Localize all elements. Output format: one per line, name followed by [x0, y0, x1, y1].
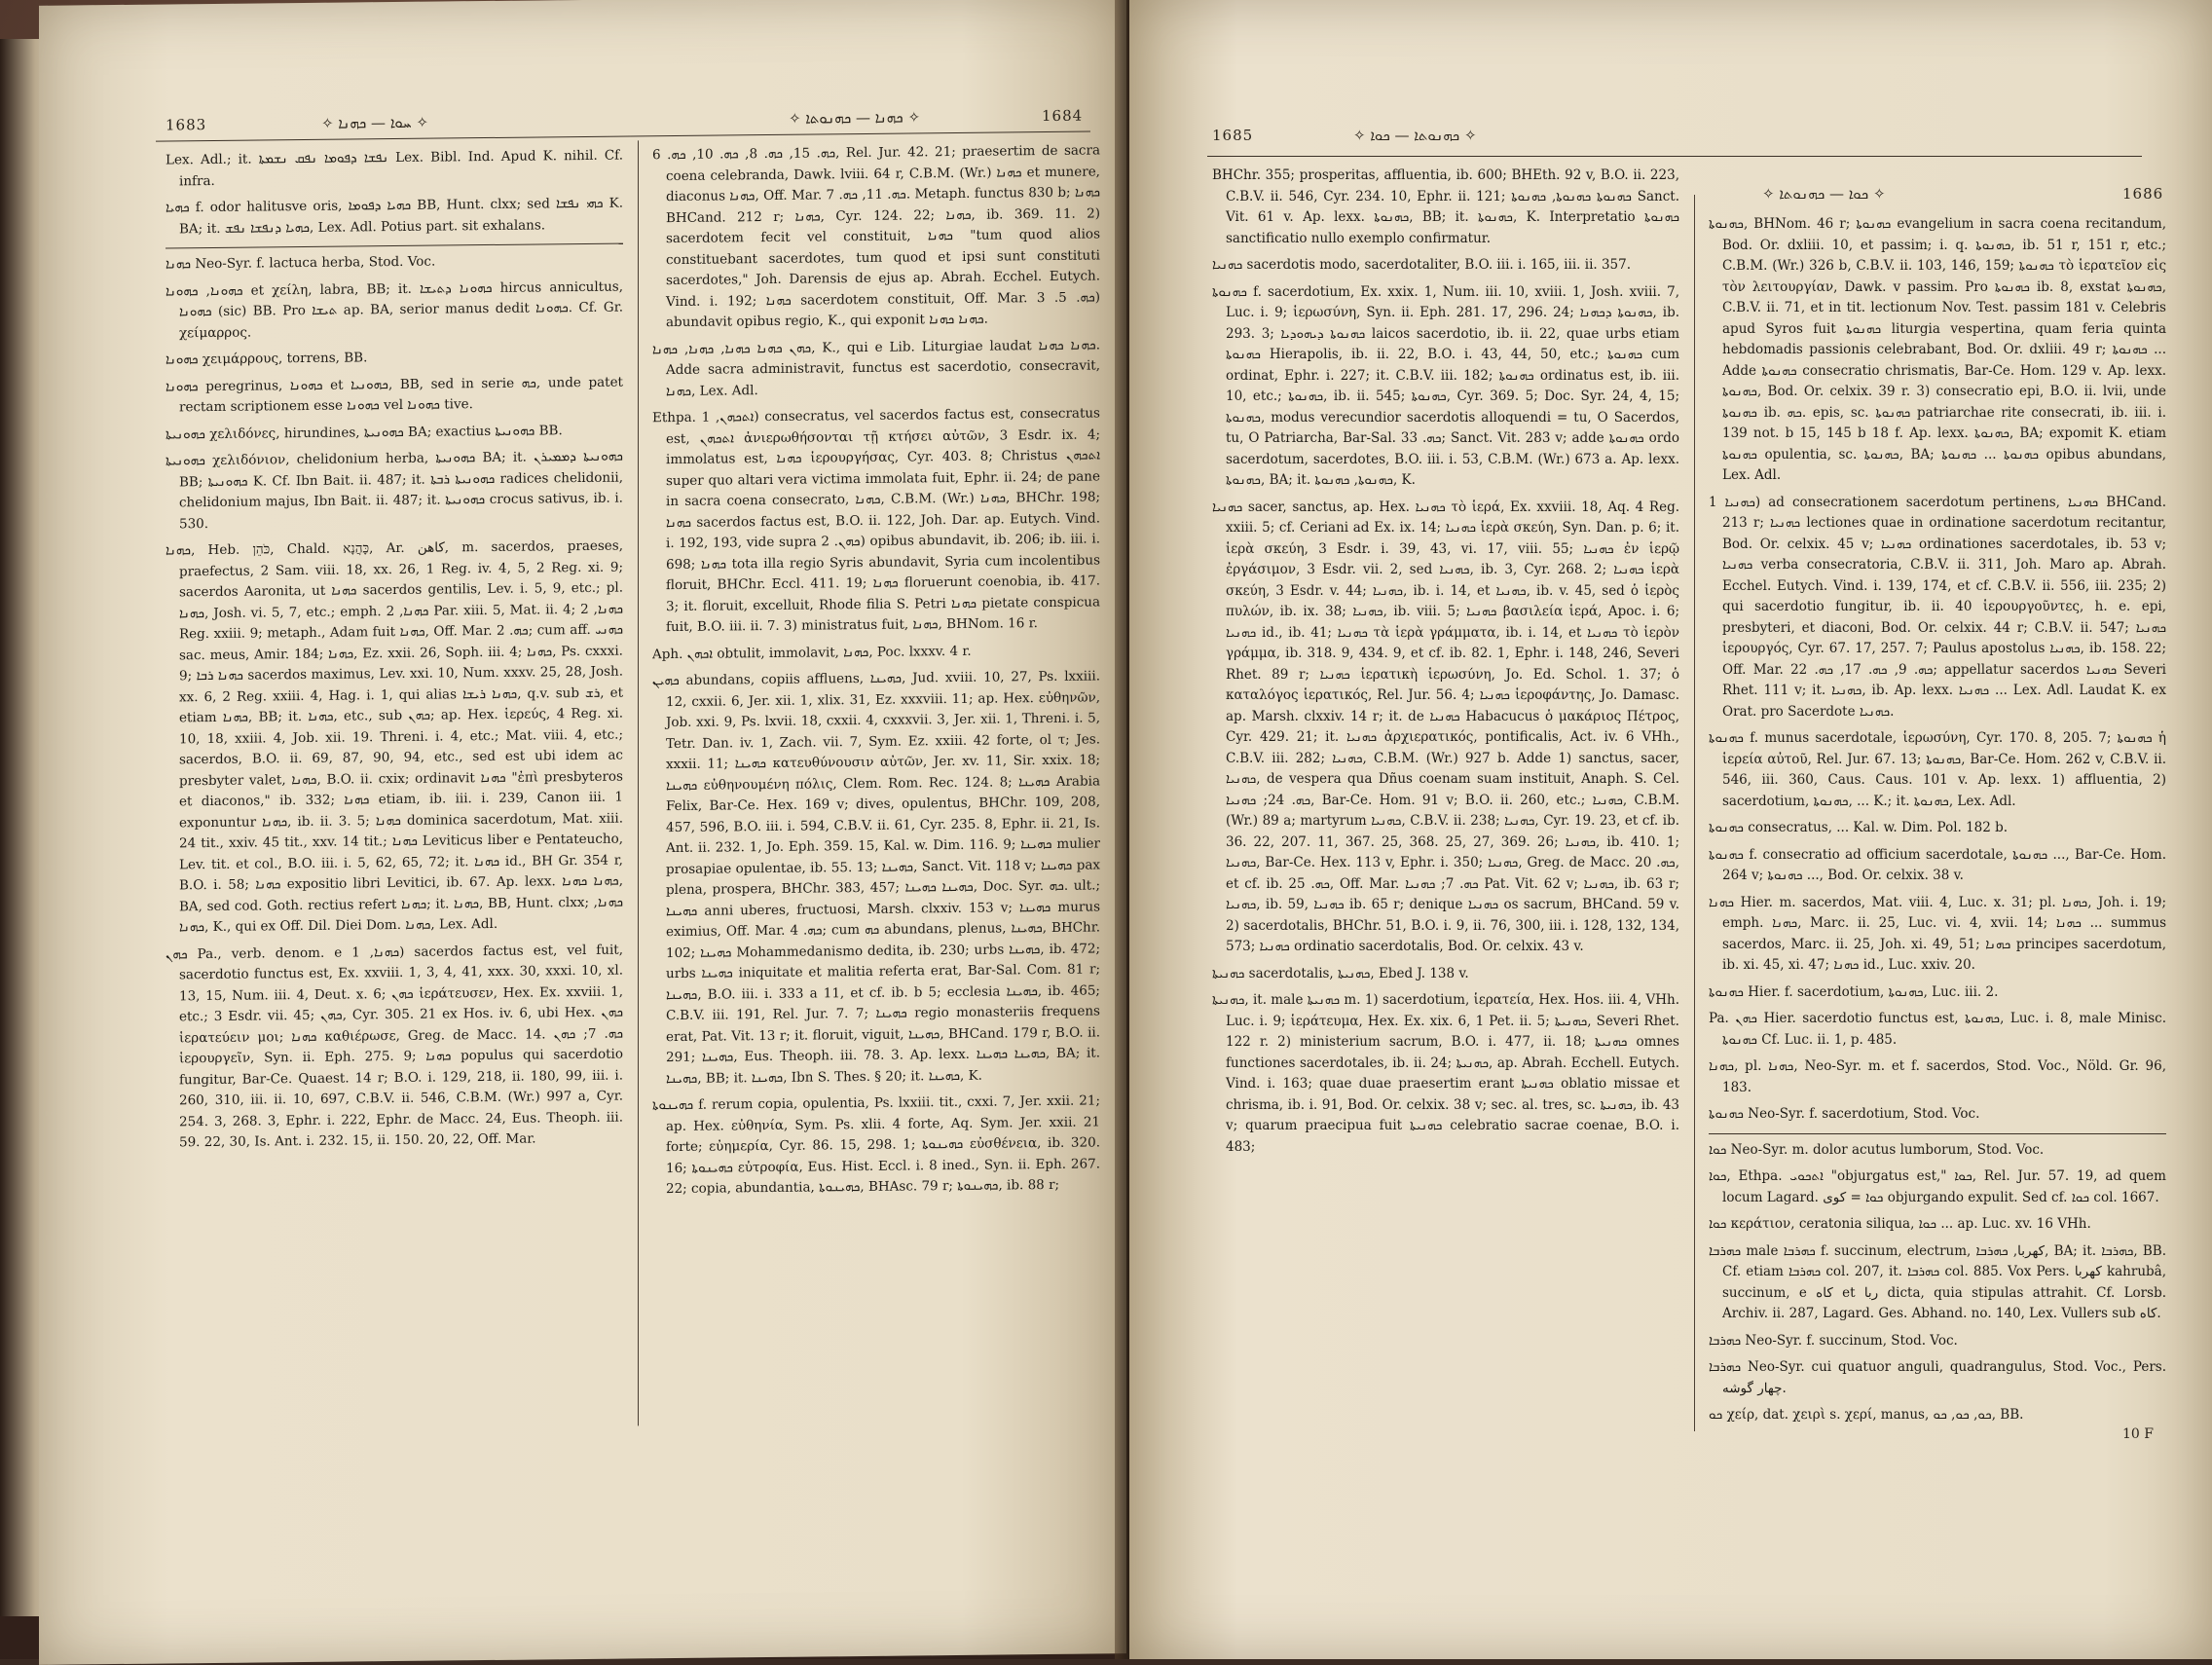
dictionary-entry: ܟܗܢܘܬܐ Neo-Syr. f. sacerdotium, Stod. Voc. — [1709, 1106, 1980, 1122]
dictionary-entry: Ethpa. ܐܬܟܗܢ, 1) consecratus, vel sacerdos factus est, consecratus est, ܐܬܟܗܢ ἀνιερωθήσονται τῇ κτήσει αὐτῶν, 3 Esdr. ix. 4; immolatus est, ܟܗܢܐ ἱερουργήσας, Cyr. 403. 8; Christus ܐܬܟܗܢ super quo altari vera victima immolata fuit, Ephr. ii. 24; de pane in sacra coena consecrato, ܟܗܢܐ, C.B.M. (Wr.) ܟܗܢܐ, BHChr. 198; ܟܗܢܐ sacerdos factus est, B.O. ii. 122, Joh. Dar. ap. Eutych. Vind. i. 192, 193, vide supra ܟܗܢ. 2) opibus abundavit, ib. 206; ib. iii. i. 698; ܟܗܢܐ tota illa regio Syris abundavit, Syria cum incolentibus floruit, BHChr. Eccl. 411. 19; ܟܗܢܐ floruerunt coenobia, ib. 417. 3; it. floruit, excelluit, Rhode filia S. Petri ܟܗܢܐ pietate conspicua fuit, B.O. iii. ii. 7. 3) ministratus fuit, ܟܗܢܐ, BHNom. 16 r. — [652, 405, 1100, 636]
page-number-1686: 1686 — [2122, 185, 2164, 203]
dictionary-entry: BHChr. 355; prosperitas, affluentia, ib. 600; BHEth. 92 v, B.O. ii. 223, C.B.V. ii. 546, Cyr. 234. 10, Ephr. ii. 121; ܟܗܢܘܬܐ ܟܗܢܘܬܐ, ܟܗܢܘܬܐ Sanct. Vit. 61 v. Ap. lexx. ܟܗܢܘܬܐ, BB; it. ܟܗܢܘܬܐ, K. Interpretatio ܟܗܢܘܬܐ sanctificatio nullo exemplo confirmatur. — [1212, 167, 1679, 246]
dictionary-entry: ܟܗܢ ܟܗܢܐ ܟܗܢܐ, ܟܗܢܐ, ܟܗܢܐ, K., qui e Lib. Liturgiae laudat ܟܗܢܐ ܟܗܢܐ. Adde sacra administravit, functus est sacerdotio, consecravit, ܟܗܢܐ, Lex. Adl. — [652, 336, 1100, 399]
page-number-1683: 1683 — [166, 116, 207, 134]
dictionary-entry: Lex. Adl.; it. ܢܦܫܐ ܕܦܘܡܐ ܢܦܩ ܢܫܡܬܐ Lex. Bibl. Ind. Apud K. nihil. Cf. infra. — [166, 147, 623, 189]
dictionary-entry: ܟܗܝܐ f. odor halitusve oris, ܟܗܝܐ ܕܦܘܡܐ BB, Hunt. clxx; sed ܟܗܝ ܢܦܫܐ K. BA; it. ܟܗܝܐ ܕܢܦܫܐ ܢܦܫ, Lex. Adl. Potius part. sit exhalans. — [166, 195, 623, 237]
column-c — [1212, 166, 1679, 1461]
dictionary-entry: ܟܗܘܢܐ χειμάρρους, torrens, BB. — [166, 350, 368, 368]
signature-mark: 10 F — [2122, 1426, 2154, 1442]
dictionary-entry: ܟܗܢܝܐ sacerdotis modo, sacerdotaliter, B.O. iii. i. 165, iii. ii. 357. — [1212, 257, 1632, 273]
dictionary-entry: ܟܗܢܝܐ 1) ad consecrationem sacerdotum pertinens, ܟܗܢܝܐ BHCand. 213 r; ܟܗܢܝܐ lectiones quae in ordinatione sacerdotum recitantur, Bod. Or. celxix. 45 v; ܟܗܢܝܐ ordinationes sacerdotales, ib. 53 v; ܟܗܢܝܐ verba consecratoria, C.B.V. ii. 311, Joh. Maro ap. Abrah. Ecchel. Eutych. Vind. i. 139, 174, et cf. C.B.V. ii. 556, iii. 235; 2) qui sacerdotio fungitur, ib. ii. 40 ἱερουργοῦντες, h. e. epi, presbyteri, et diaconi, Bod. Or. celxix. 44 r; C.B.V. ii. 547; ܟܗܢܝܐ ἱερουργός, Cyr. 67. 17, 257. 7; Paulus apostolus ܟܗܢܝܐ, ib. 158. 22; Off. Mar. ܟܗ. 9, ܟܗ. 17, ܟܗ. 22; appellatur sacerdos ܟܗܢܝܐ Severi Rhet. 111 v; it. ܟܗܢܝܐ, ib. Ap. lexx. ܟܗܢܝܐ ... Lex. Adl. Laudat K. ex Orat. pro Sacerdote ܟܗܢܝܐ. — [1709, 494, 2166, 720]
dictionary-entry: ܟܗܘܢܝܬܐ χελιδόνιον, chelidonium herba, ܟܗܘܢܝܬܐ BA; it. ܟܗܘܢܝܬܐ ܕܡܡܝܪܢ BB; ܟܗܘܢܝܬܐ K. Cf. Ibn Bait. ii. 487; it. ܟܗܘܢܝܬܐ ܪܒܬܐ radices chelidonii, chelidonium majus, Ibn Bait. ii. 487; it. ܟܗܘܢܝܬܐ crocus sativus, ib. i. 530. — [166, 448, 623, 532]
dictionary-entry: ܟܗܢܐ, Heb. כֹּהֵן, Chald. כָּהֲנָא, Ar. كاهن, m. sacerdos, praeses, praefectus, 2 Sam. viii. 18, xx. 26, 1 Reg. iv. 4, 5, 2 Reg. xi. 9; sacerdos Aaronita, ut ܟܗܢܐ sacerdos gentilis, Lev. i. 5, 9, etc.; pl. ܟܗܢܐ, Josh. vi. 5, 7, etc.; emph. ܟܗܢܐ, 2 Par. xiii. 5, Mat. ii. 4; ܟܗܢܐ, 2 Reg. xxiii. 9; metaph., Adam fuit ܟܗܢܐ, Off. Mar. ܟܗ. 2; cum aff. ܟܗܢܝ sac. meus, Amir. 184; ܟܗܢܐ, Ez. xxii. 26, Soph. iii. 4; ܟܗܢܐ, Ps. cxxxi. 9; ܟܗܢܐ ܪܒܐ sacerdos maximus, Lev. xxi. 10, Num. xxxv. 25, 28, Josh. xx. 6, 2 Reg. xxiii. 4, Hag. i. 1, qui alias ܟܗܢܐ ܪܝܫܐ, q.v. sub ܪܫ, et etiam ܟܗܢܐ, BB; it. ܟܗܢܐ, etc., sub ܟܗܢ; ap. Hex. ἱερεύς, 4 Reg. xi. 10, 18, xxiii. 4, Job. xii. 19. Threni. i. 4, etc.; Mat. viii. 4, etc.; sacerdos, B.O. ii. 69, 87, 90, 94, etc., sed est ubi idem ac presbyter valet, ܟܗܢܐ, B.O. ii. cxix; ordinavit ܟܗܢܐ "ἐπὶ presbyteros et diaconos," ib. 332; ܟܗܢܐ etiam, ib. iii. i. 239, Canon iii. 1 exponuntur ܟܗܢܐ, ib. ii. 3. 5; ܟܗܢܐ dominica sacerdotum, Mat. xiii. 24 tit., xxiv. 45 tit., xxv. 14 tit.; ܟܗܢܐ Leviticus liber e Pentateucho, Lev. tit. et col., B.O. iii. i. 5, 62, 65, 72; it. ܟܗܢܐ id., BH Gr. 354 r, B.O. i. 58; ܟܗܢܐ expositio libri Levitici, ib. 67. Ap. lexx. ܟܗܢܐ ܟܗܢܐ, BA, sed cod. Goth. rectius refert ܟܗܢܐ; it. ܟܗܢܐ, BB, Hunt. clxx; ܟܗܢܐ, ܟܗܢܐ, K., qui ex Off. Dil. Diei Dom. ܟܗܢܐ, Lex. Adl. — [166, 537, 623, 936]
running-head-left-a: ✧ ܚܘܐ — ܟܗܢܐ ✧ — [321, 113, 428, 132]
dictionary-entry: ܟܗܢܘܬܐ f. consecratio ad officium sacerdotale, ܟܗܢܘܬܐ ..., Bar-Ce. Hom. 264 v; ܟܗܢܘܬܐ ..., Bod. Or. celxix. 38 v. — [1709, 846, 2166, 883]
header-rule — [156, 131, 1090, 142]
dictionary-entry: ܟܗܘܢܐ peregrinus, ܟܗܘܢܐ et ܟܗܘܢܝܐ, BB, sed in serie ܟܗ, unde patet rectam scriptionem esse ܟܗܘܢܐ vel ܟܗܘܢܐ tive. — [166, 374, 623, 416]
dictionary-entry: ܟܗܢ Pa., verb. denom. e ܟܗܢܐ, 1) sacerdos factus est, vel fuit, sacerdotio functus est, Ex. xxviii. 1, 3, 4, 41, xxx. 30, xxxi. 10, xl. 13, 15, Num. iii. 4, Deut. x. 6; ܟܗܢ ἱεράτευσεν, Hex. Ex. xxviii. 1, etc.; 3 Esdr. vii. 45; ܟܗܢ, Cyr. 305. 21 ex Hos. iv. 6, ubi Hex. ܟܗܢ ἱερατεύειν μοι; ܟܗܢܐ καθιέρωσε, Greg. de Macc. 14. ܟܗ. 7; ܟܗܢ ἱερουργεῖν, Syn. ii. Eph. 275. 9; ܟܗܢܐ populus qui sacerdotio fungitur, Bar-Ce. Quaest. 14 r; B.O. i. 129, 218, ii. 180, 99, iii. i. 260, 310, iii. ii. 10, 697, C.B.V. ii. 546, C.B.M. (Wr.) 997 a, Cyr. 254. 3, 268. 3, Ephr. i. 222, Ephr. de Macc. 24, Eus. Theoph. iii. 59. 22, 30, Is. Ant. i. 232. 15, ii. 150. 20, 22, Off. Mar. — [166, 942, 623, 1151]
dictionary-entry: Aph. ܐܟܗܢ obtulit, immolavit, ܟܗܢܐ, Poc. lxxxv. 4 r. — [652, 643, 972, 662]
dictionary-entry: Pa. ܟܗܢ Hier. sacerdotio functus est, ܟܗܢܘܬܐ, Luc. i. 8, male Minisc. ܟܗܢܘܬܐ Cf. Luc. ii. 1, p. 485. — [1709, 1011, 2166, 1048]
dictionary-entry: ܟܗܢܘܬܐ f. munus sacerdotale, ἱερωσύνη, Cyr. 170. 8, 205. 7; ܟܗܢܘܬܐ ἡ ἱερεία αὐτοῦ, Rel. Jur. 67. 13; ܟܗܢܘܬܐ, Bar-Ce. Hom. 262 v, C.B.V. ii. 546, iii. 360, Caus. Caus. 101 v. Ap. lexx. 1) affluentia, 2) sacerdotium, ܟܗܢܘܬܐ, ... K.; it. ܟܗܢܘܬܐ, Lex. Adl. — [1709, 730, 2166, 809]
column-d — [1709, 214, 2166, 1461]
dictionary-entry: ܟܗܢܘܬܐ f. sacerdotium, Ex. xxix. 1, Num. iii. 10, xviii. 1, Josh. xviii. 7, Luc. i. 9; ἱερωσύνη, Syn. ii. Eph. 281. 17, 296. 24; ܟܗܢܘܬܐ ܕܟܗܢܐ, ib. 293. 3; ܟܗܢܘܬܐ ܕܝܗܘܕܝܐ laicos sacerdotio, ib. ii. 22, quae urbs etiam ܟܗܢܘܬܐ Hierapolis, ib. ii. 22, B.O. i. 43, 44, 50, etc.; ܟܗܢܘܬܐ cum ordinat, Ephr. i. 227; it. C.B.V. iii. 182; ܟܗܢܘܬܐ ordinatus est, ib. iii. 10, etc.; ܟܗܢܘܬܐ, ib. ii. 545; ܟܗܢܘܬܐ, Cyr. 369. 5; Doc. Syr. 24, 4, 15; ܟܗܢܘܬܐ, modus verecundior sacerdotis alloquendi = tu, O Sacerdos, tu, O Patriarcha, Bar-Sal. ܟܗ. 33; Sanct. Vit. 283 v; adde ܟܗܢܘܬܐ ordo sacerdotum, sacerdotes, B.O. iii. i. 53, C.B.M. (Wr.) 673 a. Ap. lexx. ܟܗܢܘܬܐ, BA; it. ܟܗܢܘܬܐ, ܟܗܢܘܬܐ, K. — [1212, 283, 1679, 488]
page-number-1684: 1684 — [1042, 106, 1084, 126]
dictionary-entry: ܟܗܘܢܝܬܐ χελιδόνες, hirundines, ܟܗܘܢܝܬܐ BA; exactius ܟܗܘܢܝܬܐ BB. — [166, 422, 563, 442]
dictionary-entry: ܟܗܢܝܐ sacer, sanctus, ap. Hex. ܟܗܢܝܐ τὸ ἱερά, Ex. xxviii. 18, Aq. 4 Reg. xxiii. 5; cf. Ceriani ad Ex. ix. 14; ܟܗܢܝܐ ἱερὰ σκεύη, Syn. Dan. p. 6; it. ἱερὰ σκεύη, 3 Esdr. i. 39, 43, vi. 17, viii. 55; ܟܗܢܝܐ ἐν ἱερῷ ἐργάσιμον, 3 Esdr. vii. 2, sed ܟܗܢܝܐ, ib. 3, Cyr. 268. 2; ܟܗܢܝܐ ἱερὰ σκεύη, 3 Esdr. v. 44; ܟܗܢܝܐ, ib. i. 14, et ܟܗܢܝܐ, ib. v. 45, sed ὁ ἱερὸς πυλών, ib. ix. 38; ܟܗܢܝܐ, ib. viii. 5; ܟܗܢܝܐ βασιλεία ἱερά, Apoc. i. 6; ܟܗܢܝܐ id., ib. 41; ܟܗܢܝܐ τὰ ἱερὰ γράμματα, ib. i. 14, et ܟܗܢܝܐ τὸ ἱερὸν γράμμα, ib. 318. 9, 434. 9, et cf. ib. 82. 1, Ephr. i. 148, 246, Severi Rhet. 89 r; ܟܗܢܝܐ ἱερατικὴ ἱερωσύνη, Jo. Ed. Schol. 1. 37; ὁ καταλόγος ἱερατικός, Rel. Jur. 56. 4; ܟܗܢܝܐ ἱεροφάντης, Jo. Damasc. ap. Marsh. clxxiv. 14 r; it. de ܟܗܢܝܐ Habacucus ὁ μακάριος Πέτρος, Cyr. 429. 21; it. ܟܗܢܝܐ ἀρχιερατικός, pontificalis, Act. iv. 6 VHh., C.B.V. iii. 282; ܟܗܢܝܐ, C.B.M. (Wr.) 927 b. Adde 1) sanctus, sacer, ܟܗܢܝܐ, de vespera qua Dñus coenam suam instituit, Anaph. S. Cel. ܟܗ. 24; ܟܗܢܝܐ, Bar-Ce. Hom. 91 v; B.O. ii. 260, etc.; ܟܗܢܝܐ, C.B.M. (Wr.) 89 a; martyrum ܟܗܢܝܐ, C.B.V. ii. 238; ܟܗܢܝܐ, Cyr. 19. 23, et cf. ib. 36. 22, 207. 11, 367. 25, 368. 25, 27, 369. 26; ܟܗܢܝܐ, ib. 410. 1; ܟܗܢܝܐ, Bar-Ce. Hex. 113 v, Ephr. i. 350; ܟܗܢܝܐ, Greg. de Macc. ܟܗ. 20, et cf. ib. ܟܗ. 25, Off. Mar. ܟܗ. 7; ܟܗܢܝܐ Pat. Vit. 62 v; ܟܗܢܝܐ, ib. 63 r; ܟܗܢܝܐ, ib. 59, ܟܗܢܝܐ ib. 65 r; denique ܟܗܢܝܐ os sacrum, BHCand. 59 v. 2) sacerdotalis, BHChr. 51, B.O. i. 9, ii. 76, 300, iii. i. 128, 132, 134, 573; ܟܗܢܝܐ ordinatio sacerdotalis, Bod. Or. celxix. 43 v. — [1212, 499, 1679, 954]
column-rule — [1694, 195, 1695, 1431]
dictionary-entry: ܟܘܐ κεράτιον, ceratonia siliqua, ܟܘܐ ... ap. Luc. xv. 16 VHh. — [1709, 1216, 2091, 1232]
page-number-1685: 1685 — [1212, 127, 1254, 144]
column-a — [166, 146, 623, 1456]
dictionary-entry: ܟܗܪܒܐ Neo-Syr. f. succinum, Stod. Voc. — [1709, 1332, 1958, 1349]
dictionary-entry: ܟܗ. 15, ܟܗ. 8, ܟܗ. 10, ܟܗ. 6, Rel. Jur. 42. 21; praesertim de sacra coena celebranda, Dawk. lviii. 64 r, C.B.M. (Wr.) ܟܗܢܐ et munere, diaconus ܟܗܢܐ, Off. Mar. ܟܗ. 11, ܟܗ. 7. Metaph. functus 830 b; ܟܗܢܐ BHCand. 212 r; ܟܗܢܐ, Cyr. 124. 22; ܟܗܢܐ, ib. 369. 11. 2) sacerdotem fecit vel constituit, ܟܗܢܐ "tum quod alios constituebant sacerdotes, tum quod et ipsi sunt constituti sacerdotes," Joh. Darensis de ejus ap. Abrah. Ecchel. Eutych. Vind. i. 192; ܟܗܢܐ sacerdotem constituit, Off. Mar. ܟܗ. 5. 3) abundavit opibus regio, K., qui exponit ܟܗܢܐ ܟܗܢܐ. — [652, 142, 1100, 331]
running-head-right-b: ✧ ܟܘܐ — ܟܗܢܘܬܐ ✧ — [1762, 185, 1886, 203]
dictionary-entry: ܟܗܢܘܬܐ, BHNom. 46 r; ܟܗܢܘܬܐ evangelium in sacra coena recitandum, Bod. Or. dxliii. 10, et passim; i. q. ܟܗܢܘܬܐ, ib. 51 r, 151 r, etc.; C.B.M. (Wr.) 326 b, C.B.V. ii. 103, 146, 159; ܟܗܢܘܬܐ τὸ ἱερατεῖον εἰς τὸν λειτουργίαν, Dawk. v passim. Pro ܟܗܢܘܬܐ ib. 8, exstat ܟܗܢܘܬܐ, C.B.V. ii. 71, et in tit. lectionum Nov. Test. passim 181 v. Celebris apud Syros fuit ܟܗܢܘܬܐ liturgia vespertina, quam feria quinta hebdomadis passionis celebrabant, Bod. Or. dxliii. 49 r; ܟܗܢܘܬܐ ... Adde ܟܗܢܘܬܐ consecratio chrismatis, Bar-Ce. Hom. 129 v. Ap. lexx. ܟܗܢܘܬܐ, Bod. Or. celxix. 39 r. 3) consecratio epi, B.O. ii. lvii, unde ܟܗܢܘܬܐ ib. ܟܗ. epis, sc. ܟܗܢܘܬܐ patriarchae rite consecrati, ib. iii. i. 139 not. b 15, 145 b 18 f. Ap. lexx. ܟܗܢܘܬܐ, BA; expomit K. etiam ܟܗܢܘܬܐ opulentia, sc. ܟܗܢܘܬܐ, BA; ܟܗܢܘܬܐ ... ܟܗܢܘܬܐ opibus abundans, Lex. Adl. — [1709, 216, 2166, 483]
dictionary-entry: ܟܗܪܒܐ male ܟܗܪܒܐ f. succinum, electrum, كهربا, ܟܗܪܒܐ, BA; it. ܟܗܪܒܐ, BB. Cf. etiam ܟܗܪܒܐ col. 207, it. ܟܗܪܒܐ col. 885. Vox Pers. كهربا kahrubâ, succinum, e كاه et ربا dicta, quia stipulas attrahit. Cf. Lorsb. Archiv. ii. 287, Lagard. Ges. Abhand. no. 140, Lex. Vullers sub كاه. — [1709, 1242, 2166, 1321]
dictionary-entry: ܟܘܐ, Ethpa. ܐܬܟܘܝ "objurgatus est," ܟܘܐ, Rel. Jur. 57. 19, ad quem locum Lagard. ܟܘܐ = كوى objurgando expulit. Sed cf. ܟܘܐ col. 1667. — [1709, 1168, 2166, 1205]
dictionary-entry: ܟܘ χείρ, dat. χειρὶ s. χερί, manus, ܟܘ, ܟܘ, ܟܘ, BB. — [1709, 1407, 2024, 1423]
right-page — [1129, 0, 2212, 1659]
dictionary-entry: ܟܗܪܒܐ Neo-Syr. cui quatuor anguli, quadrangulus, Stod. Voc., Pers. چهار گوشه. — [1709, 1359, 2166, 1396]
header-rule — [1207, 156, 2142, 157]
dictionary-entry: ܟܗܢܐ Neo-Syr. f. lactuca herba, Stod. Voc. — [166, 243, 623, 276]
dictionary-entry: ܟܘܐ Neo-Syr. m. dolor acutus lumborum, Stod. Voc. — [1709, 1133, 2166, 1162]
dictionary-entry: ܟܗܢܐ Hier. m. sacerdos, Mat. viii. 4, Luc. x. 31; pl. ܟܗܢܐ, Joh. i. 19; emph. ܟܗܢܐ, Marc. ii. 25, Luc. vi. 4, xvii. 14; ܟܗܢܐ ... summus sacerdos, Marc. ii. 25, Joh. xi. 49, 51; ܟܗܢܐ principes sacerdotum, ib. xi. 45, xi. 47; ܟܗܢܐ id., Luc. xxiv. 20. — [1709, 894, 2166, 973]
running-head-right-a: ✧ ܟܗܢܘܬܐ — ܟܘܐ ✧ — [1353, 127, 1477, 144]
column-rule — [638, 140, 639, 1425]
dictionary-entry: ܟܗܢܝܬܐ, it. male ܟܗܢܝܬܐ m. 1) sacerdotium, ἱερατεία, Hex. Hos. iii. 4, VHh. Luc. i. 9; ἱεράτευμα, Hex. Ex. xix. 6, 1 Pet. ii. 5; ܟܗܢܝܬܐ, Severi Rhet. 122 r. 2) ministerium sacrum, B.O. i. 477, ii. 18; ܟܗܢܝܬܐ omnes functiones sacerdotales, ib. ii. 24; ܟܗܢܝܬܐ, ap. Abrah. Ecchell. Eutych. Vind. i. 163; quae duae praesertim erant ܟܗܢܝܬܐ oblatio missae et chrisma, ib. i. 91, Bod. Or. celxix. 38 v; sec. al. tres, sc. ܟܗܢܝܬܐ, ib. 43 v; quarum praecipua fuit ܟܗܢܝܬܐ celebratio sacrae coenae, B.O. i. 483; — [1212, 992, 1679, 1155]
dictionary-entry: ܟܗܢܘܬܐ Hier. f. sacerdotium, ܟܗܢܘܬܐ, Luc. iii. 2. — [1709, 983, 1999, 1000]
dictionary-entry: ܟܗܝܢ abundans, copiis affluens, ܟܗܝܢܐ, Jud. xviii. 10, 27, Ps. lxxiii. 12, cxxii. 6, Jer. xii. 1, xlix. 31, Ez. xxxviii. 11; ap. Hex. εὐθηνῶν, Job. xxi. 9, Ps. lxvii. 18, cxxii. 4, cxxxvii. 3, Jer. xii. 1, Threni. i. 5, Tetr. Dan. iv. 1, Zach. vii. 7, Sym. Ez. xxiii. 42 forte, ol τ; Jes. xxxii. 11; ܟܗܝܢܐ κατευθύνουσιν αὐτῶν, Jer. xv. 11, Sir. xxix. 18; ܟܗܝܢܐ εὐθηνουμένη πόλις, Clem. Rom. Rec. 124. 8; ܟܗܝܢܐ Arabia Felix, Bar-Ce. Hex. 169 v; dives, opulentus, BHChr. 109, 208, 457, 596, B.O. iii. i. 594, C.B.V. ii. 61, Cyr. 235. 8, Ephr. ii. 21, Is. Ant. ii. 232. 1, Jo. Eph. 359. 15, Kal. w. Dim. 116. 9; ܟܗܝܢܐ mulier prosapiae opulentae, ib. 55. 13; ܟܗܝܢܐ, Sanct. Vit. 118 v; ܟܗܝܢܐ pax plena, prospera, BHChr. 383, 457; ܟܗܝܢܐ ܟܗܝܢܐ, Doc. Syr. ܟܗ. ult.; ܟܗܝܢܐ anni uberes, fructuosi, Marsh. clxxiv. 153 v; ܟܗܝܢܐ murus eximius, Off. Mar. ܟܗ. 4; cum ܟܗ abundans, plenus, ܟܗܝܢܐ, BHChr. 102; ܟܗܝܢܐ Mohammedanismo dedita, ib. 230; urbs ܟܗܝܢܐ, ib. 472; urbs ܟܗܝܢܐ iniquitate et malitia referta erat, Bar-Sal. Com. 81 r; ܟܗܝܢܐ, B.O. iii. i. 333 a 11, et cf. ib. b 5; ecclesia ܟܗܝܢܐ, ib. 465; C.B.V. iii. 191, Rel. Jur. 7. 7; ܟܗܝܢܐ regio monasteriis frequens erat, Pat. Vit. 13 r; it. floruit, viguit, ܟܗܝܢܐ, BHCand. 179 r, B.O. ii. 291; ܟܗܝܢܐ, Eus. Theoph. iii. 78. 3. Ap. lexx. ܟܗܝܢܐ ܟܗܝܢܐ, BA; it. ܟܗܝܢܐ, BB; it. ܟܗܝܢܐ, Ibn S. Thes. § 20; it. ܟܗܝܢܐ, K. — [652, 668, 1100, 1087]
dictionary-entry: ܟܗܘܢܐ, ܟܗܘܢܐ et χείλη, labra, BB; it. ܟܗܘܢܐ ܕܬܝܫܐ hircus annicultus, ܟܗܘܢܐ (sic) BB. Pro ܬܝܫܐ ap. BA, serior manus dedit ܟܗܘܢܐ. Cf. Gr. χείμαρρος. — [166, 278, 623, 341]
dictionary-entry: ܟܗܢܘܬܐ consecratus, ... Kal. w. Dim. Pol. 182 b. — [1709, 820, 2009, 835]
dictionary-entry: ܟܗܢܝܬܐ sacerdotalis, ܟܗܢܝܬܐ, Ebed J. 138 v. — [1212, 965, 1469, 981]
column-b — [652, 140, 1100, 1450]
dictionary-entry: ܟܗܝܢܘܬܐ f. rerum copia, opulentia, Ps. lxxiii. tit., cxxi. 7, Jer. xxii. 21; ap. Hex. εὐθηνία, Sym. Ps. xlii. 4 forte, Aq. Sym. Jer. xxii. 21 forte; εὐημερία, Cyr. 86. 15, 298. 1; ܟܗܝܢܘܬܐ εὐσθένεια, ib. 320. 16; ܟܗܝܢܘܬܐ εὐτροφία, Eus. Hist. Eccl. i. 8 ined., Syn. ii. Eph. 267. 22; copia, abundantia, ܟܗܝܢܘܬܐ, BHAsc. 79 r; ܟܗܝܢܘܬܐ, ib. 88 r; — [652, 1092, 1100, 1198]
running-head-left-b: ✧ ܟܗܢܐ — ܟܗܢܘܬܐ ✧ — [789, 108, 921, 128]
left-page — [39, 0, 1126, 1665]
dictionary-entry: ܟܗܢܐ, pl. ܟܗܢܐ, Neo-Syr. m. et f. sacerdos, Stod. Voc., Nöld. Gr. 96, 183. — [1709, 1058, 2166, 1095]
